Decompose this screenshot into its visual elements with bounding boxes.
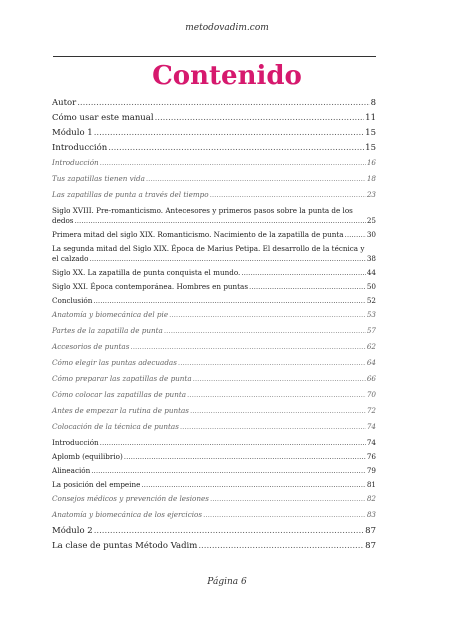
toc-entry-page: 81 bbox=[366, 480, 376, 489]
toc-entry-leader bbox=[93, 296, 365, 306]
toc-entry-page: 72 bbox=[366, 406, 376, 415]
toc-entry-page: 83 bbox=[366, 510, 376, 519]
toc-entry-label: Introducción bbox=[52, 438, 99, 447]
toc-entry-label: Las zapatillas de punta a través del tiempo bbox=[52, 190, 209, 199]
toc-entry[interactable] bbox=[52, 268, 376, 278]
toc-entry-leader bbox=[241, 268, 366, 278]
toc-entry[interactable] bbox=[52, 230, 376, 240]
toc-entry-leader bbox=[108, 143, 364, 153]
toc-entry[interactable] bbox=[52, 143, 376, 153]
toc-entry-label: Cómo colocar las zapatillas de punta bbox=[52, 390, 186, 399]
toc-entry-page: 87 bbox=[365, 541, 376, 551]
toc-entry-leader bbox=[180, 422, 366, 432]
toc-entry-page: 8 bbox=[370, 98, 376, 108]
toc-entry-label: Siglo XX. La zapatilla de punta conquista el mundo. bbox=[52, 268, 241, 277]
toc-entry[interactable] bbox=[52, 406, 376, 416]
toc-entry-label: Alineación bbox=[52, 466, 91, 475]
toc-entry-leader bbox=[74, 216, 365, 226]
table-of-contents bbox=[52, 98, 376, 556]
toc-entry-label: Colocación de la técnica de puntas bbox=[52, 422, 179, 431]
toc-entry-label: Introducción bbox=[52, 158, 99, 167]
toc-entry-label: Cómo usar este manual bbox=[52, 113, 154, 123]
toc-entry-label: Partes de la zapatilla de punta bbox=[52, 326, 163, 335]
toc-entry-page: 64 bbox=[366, 358, 376, 367]
toc-entry-page: 38 bbox=[366, 254, 376, 263]
toc-entry-label: Antes de empezar la rutina de puntas bbox=[52, 406, 189, 415]
toc-entry-leader bbox=[94, 128, 364, 138]
toc-entry-page: 82 bbox=[366, 494, 376, 503]
toc-entry-label: Módulo 2 bbox=[52, 526, 93, 536]
toc-entry-leader bbox=[178, 358, 366, 368]
toc-entry-label: Conclusión bbox=[52, 296, 93, 305]
toc-entry-page: 25 bbox=[366, 216, 376, 225]
toc-entry-page: 52 bbox=[366, 296, 376, 305]
toc-entry-leader bbox=[164, 326, 366, 336]
toc-entry[interactable] bbox=[52, 452, 376, 462]
toc-entry-label: Primera mitad del siglo XIX. Romanticismo. Nacimiento de la zapatilla de punta bbox=[52, 230, 344, 239]
toc-entry[interactable] bbox=[52, 98, 376, 108]
toc-entry[interactable] bbox=[52, 541, 376, 551]
toc-entry-leader bbox=[155, 113, 365, 123]
toc-entry-label-continued: el calzado bbox=[52, 254, 89, 263]
page-number: Página 6 bbox=[207, 577, 247, 587]
toc-entry[interactable] bbox=[52, 158, 376, 168]
toc-entry-leader bbox=[198, 541, 364, 551]
toc-entry[interactable] bbox=[52, 390, 376, 400]
toc-entry-label: Módulo 1 bbox=[52, 128, 93, 138]
toc-entry-leader bbox=[345, 230, 366, 240]
toc-entry-label: Cómo preparar las zapatillas de punta bbox=[52, 374, 192, 383]
toc-entry-label: Aplomb (equilibrio) bbox=[52, 452, 123, 461]
toc-entry-page: 53 bbox=[366, 310, 376, 319]
toc-entry-page: 66 bbox=[366, 374, 376, 383]
toc-entry-leader bbox=[91, 466, 366, 476]
toc-entry-leader bbox=[89, 254, 365, 264]
toc-entry-leader bbox=[193, 374, 366, 384]
toc-entry-leader bbox=[187, 390, 366, 400]
toc-entry-leader bbox=[210, 494, 366, 504]
toc-entry[interactable] bbox=[52, 480, 376, 490]
toc-entry-label: La posición del empeine bbox=[52, 480, 141, 489]
toc-entry[interactable] bbox=[52, 326, 376, 336]
toc-entry[interactable] bbox=[52, 494, 376, 504]
toc-entry-label: Accesorios de puntas bbox=[52, 342, 130, 351]
toc-entry-label-continued: dedos bbox=[52, 216, 74, 225]
toc-entry-label: Tus zapatillas tienen vida bbox=[52, 174, 145, 183]
toc-entry-page: 16 bbox=[366, 158, 376, 167]
toc-entry-leader bbox=[203, 510, 366, 520]
toc-entry-leader bbox=[141, 480, 365, 490]
toc-entry-page: 15 bbox=[365, 128, 376, 138]
toc-entry-leader bbox=[249, 282, 366, 292]
toc-entry-leader bbox=[130, 342, 365, 352]
toc-entry-leader bbox=[77, 98, 369, 108]
toc-entry-label: Siglo XXI. Época contemporánea. Hombres en puntas bbox=[52, 282, 249, 291]
toc-entry-page: 23 bbox=[366, 190, 376, 199]
toc-entry[interactable] bbox=[52, 244, 376, 264]
toc-entry-leader bbox=[169, 310, 366, 320]
toc-entry-leader bbox=[210, 190, 366, 200]
toc-entry[interactable] bbox=[52, 526, 376, 536]
toc-entry[interactable] bbox=[52, 422, 376, 432]
toc-entry-page: 74 bbox=[366, 422, 376, 431]
toc-entry-page: 70 bbox=[366, 390, 376, 399]
toc-entry[interactable] bbox=[52, 190, 376, 200]
toc-entry-label: La segunda mitad del Siglo XIX. Época de Marius Petipa. El desarrollo de la técnica y bbox=[52, 244, 365, 253]
toc-entry-page: 74 bbox=[366, 438, 376, 447]
toc-entry-leader bbox=[190, 406, 366, 416]
toc-entry-page: 79 bbox=[366, 466, 376, 475]
toc-entry[interactable] bbox=[52, 438, 376, 448]
toc-entry-leader bbox=[124, 452, 366, 462]
toc-entry-page: 18 bbox=[366, 174, 376, 183]
toc-entry-page: 62 bbox=[366, 342, 376, 351]
toc-entry[interactable] bbox=[52, 128, 376, 138]
toc-entry[interactable] bbox=[52, 358, 376, 368]
toc-entry[interactable] bbox=[52, 174, 376, 184]
toc-entry-page: 30 bbox=[366, 230, 376, 239]
toc-entry-page: 57 bbox=[366, 326, 376, 335]
toc-entry[interactable] bbox=[52, 296, 376, 306]
toc-entry[interactable] bbox=[52, 113, 376, 123]
toc-entry[interactable] bbox=[52, 510, 376, 520]
toc-entry-leader bbox=[100, 438, 366, 448]
toc-entry-label: Consejos médicos y prevención de lesiones bbox=[52, 494, 209, 503]
toc-entry-leader bbox=[100, 158, 366, 168]
toc-entry-label: Siglo XVIII. Pre-romanticismo. Antecesores y primeros pasos sobre la punta de los bbox=[52, 206, 353, 215]
toc-entry-page: 11 bbox=[365, 113, 376, 123]
site-url: metodovadim.com bbox=[185, 23, 269, 33]
toc-entry-page: 44 bbox=[366, 268, 376, 277]
toc-entry[interactable] bbox=[52, 466, 376, 476]
toc-entry[interactable] bbox=[52, 282, 376, 292]
page-title: Contenido bbox=[152, 61, 302, 91]
toc-entry-page: 50 bbox=[366, 282, 376, 291]
toc-entry-label: Anatomía y biomecánica del pie bbox=[52, 310, 169, 319]
toc-entry-label: Anatomía y biomecánica de los ejercicios bbox=[52, 510, 203, 519]
toc-entry[interactable] bbox=[52, 206, 376, 226]
header-rule bbox=[53, 56, 376, 57]
toc-entry-label: Introducción bbox=[52, 143, 108, 153]
toc-entry[interactable] bbox=[52, 374, 376, 384]
toc-entry-page: 15 bbox=[365, 143, 376, 153]
toc-entry-label: Cómo elegir las puntas adecuadas bbox=[52, 358, 177, 367]
toc-entry-page: 87 bbox=[365, 526, 376, 536]
toc-entry-leader bbox=[94, 526, 364, 536]
toc-entry-label: La clase de puntas Método Vadim bbox=[52, 541, 198, 551]
toc-entry-label: Autor bbox=[52, 98, 77, 108]
toc-entry-leader bbox=[146, 174, 366, 184]
toc-entry[interactable] bbox=[52, 342, 376, 352]
toc-entry-page: 76 bbox=[366, 452, 376, 461]
toc-entry[interactable] bbox=[52, 310, 376, 320]
